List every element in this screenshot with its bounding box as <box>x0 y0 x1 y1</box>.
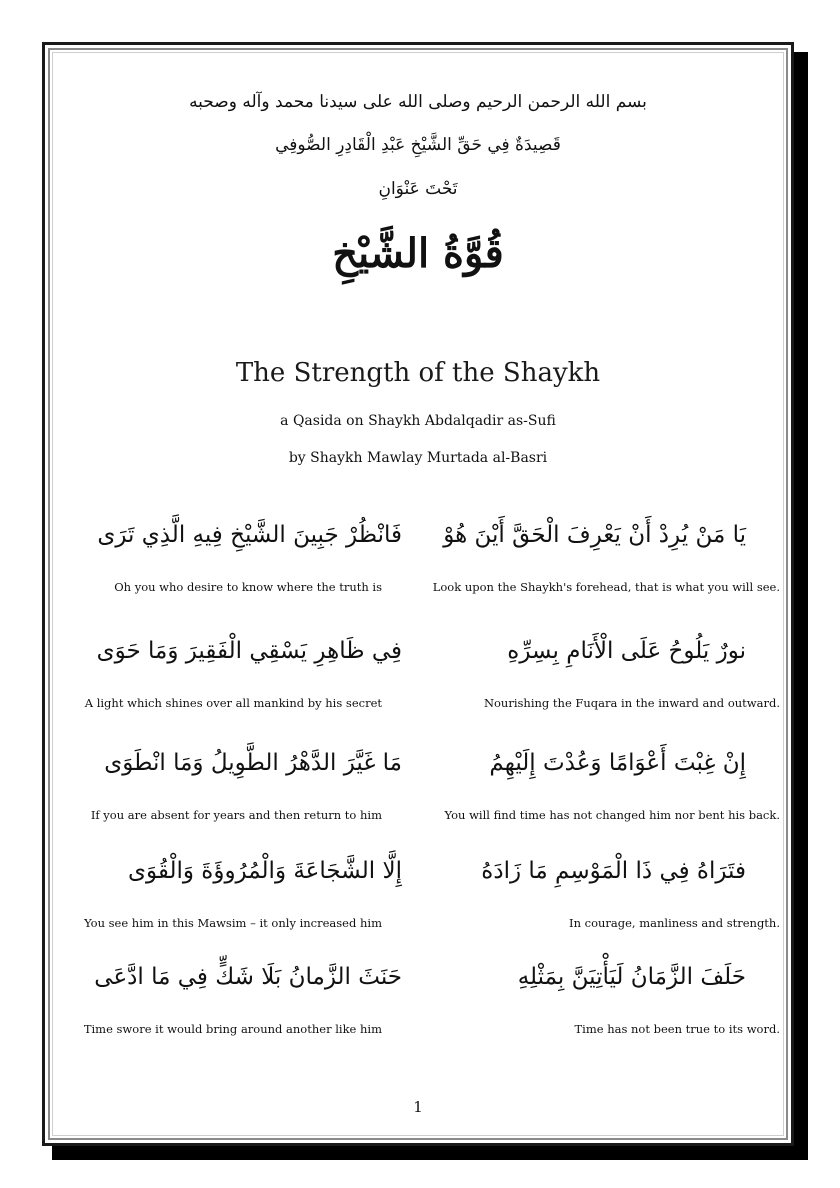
verse-4 <box>42 858 794 968</box>
author-english: by Shaykh Mawlay Murtada al-Basri <box>288 450 548 466</box>
basmala: بسم الله الرحمن الرحيم وصلى الله على سيدنا محمد وآله وصحبه <box>189 92 647 112</box>
verse-translation-second: In courage, manliness and strength. <box>569 916 780 930</box>
verse-translation-first: Oh you who desire to know where the truth is <box>114 580 382 594</box>
verse-arabic-second-hemistich: فَانْظُرْ جَبِينَ الشَّيْخِ فِيهِ الَّذِي تَرَى <box>97 522 402 548</box>
verse-arabic-first-hemistich: حَلَفَ الزَّمَانُ لَيَأْتِيَنَّ بِمَثْلِهِ <box>517 964 746 990</box>
verse-translation-first: You see him in this Mawsim – it only increased him <box>84 916 382 930</box>
verse-5 <box>42 964 794 1074</box>
verse-arabic-first-hemistich: يَا مَنْ يُرِدْ أَنْ يَعْرِفَ الْحَقَّ أَيْنَ هُوْ <box>443 522 746 548</box>
verse-translation-second: Time has not been true to its word. <box>574 1022 780 1036</box>
verse-translation-first: If you are absent for years and then return to him <box>90 808 382 822</box>
title-english: The Strength of the Shaykh <box>235 358 601 388</box>
verse-1 <box>42 522 794 632</box>
verse-translation-second: Nourishing the Fuqara in the inward and outward. <box>483 696 780 710</box>
verse-arabic-second-hemistich: حَنَثَ الزَّمانُ بَلَا شَكٍّ فِي مَا ادَّعَى <box>94 964 402 990</box>
page-number: 1 <box>413 1098 423 1116</box>
verse-2 <box>42 638 794 748</box>
verse-translation-second: You will find time has not changed him nor bent his back. <box>444 808 780 822</box>
verse-3 <box>42 750 794 860</box>
verse-arabic-first-hemistich: إِنْ غِبْتَ أَعْوَامًا وَعُدْتَ إِلَيْهِمُ <box>489 750 746 776</box>
verse-translation-first: A light which shines over all mankind by his secret <box>84 696 382 710</box>
verse-arabic-second-hemistich: مَا غَيَّرَ الدَّهْرُ الطَّوِيلُ وَمَا انْطَوَى <box>104 750 402 776</box>
verse-translation-second: Look upon the Shaykh's forehead, that is what you will see. <box>432 580 780 594</box>
verse-arabic-first-hemistich: نورٌ يَلُوحُ عَلَى الْأَنَامِ بِسِرِّهِ <box>507 638 746 664</box>
verse-arabic-second-hemistich: إِلَّا الشَّجَاعَةَ وَالْمُرُوؤَةَ وَالْقُوَى <box>127 858 402 884</box>
page-content <box>42 42 794 1146</box>
subtitle-english: a Qasida on Shaykh Abdalqadir as-Sufi <box>280 413 556 429</box>
qasida-heading-arabic: قَصِيدَةٌ فِي حَقِّ الشَّيْخِ عَبْدِ الْقَادِرِ الصُّوفِي <box>275 135 561 155</box>
main-title-arabic: قُوَّةُ الشَّيْخِ <box>332 230 504 277</box>
under-title-arabic: تَحْتَ عَنْوَانِ <box>378 179 458 199</box>
verse-translation-first: Time swore it would bring around another like him <box>83 1022 382 1036</box>
verse-arabic-second-hemistich: فِي ظَاهِرِ يَسْقِي الْفَقِيرَ وَمَا حَوَى <box>96 638 402 664</box>
verse-arabic-first-hemistich: فتَرَاهُ فِي ذَا الْمَوْسِمِ مَا زَادَهُ <box>481 858 746 884</box>
